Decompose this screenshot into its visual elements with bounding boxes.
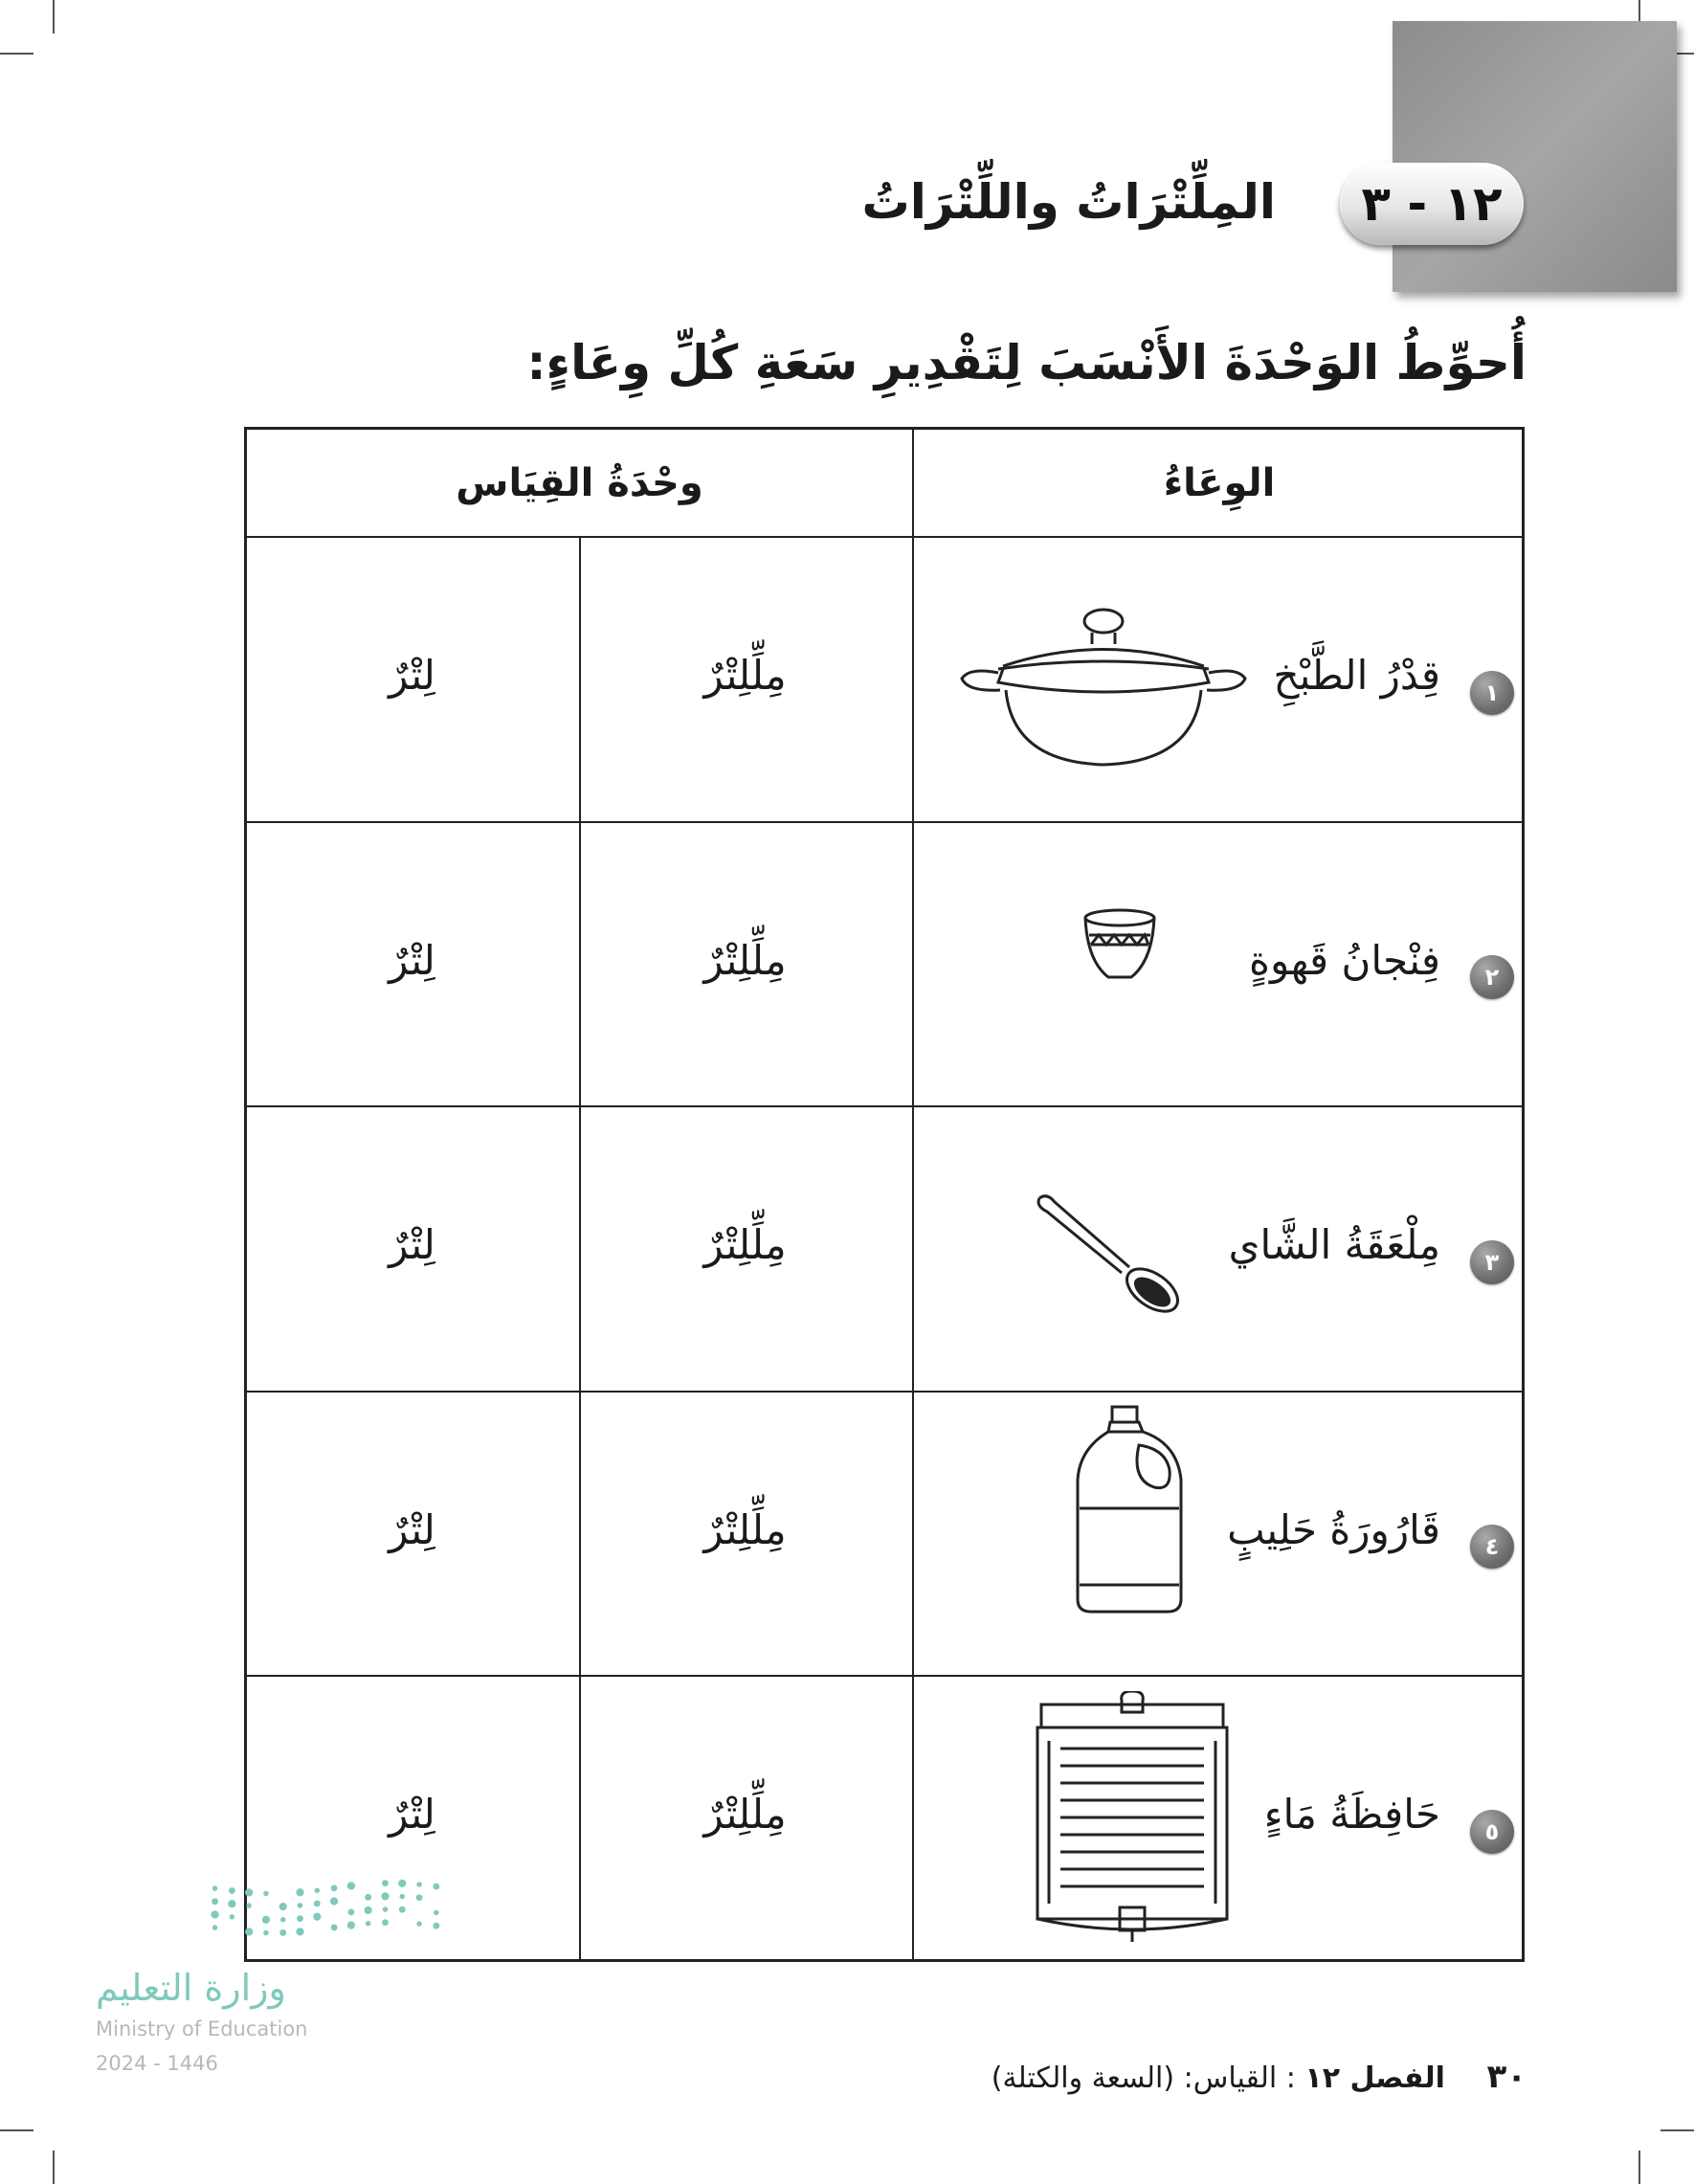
item-number: ٥ bbox=[1470, 1810, 1514, 1854]
item-label: قَارُورَةُ حَلِيبٍ bbox=[1227, 1506, 1440, 1553]
water-tank-icon bbox=[1032, 1691, 1233, 1945]
cooking-pot-icon bbox=[960, 594, 1247, 771]
item-number: ٤ bbox=[1470, 1525, 1514, 1569]
instruction-text: أُحوِّطُ الوَحْدَةَ الأَنْسَبَ لِتَقْدِيرِ سَعَةِ كُلِّ وِعَاءٍ: bbox=[526, 335, 1527, 390]
unit-option-milliliter[interactable]: مِلِّلِتْرٌ bbox=[703, 1506, 787, 1553]
page-footer bbox=[992, 2058, 1527, 2096]
unit-option-liter[interactable]: لِتْرٌ bbox=[389, 652, 435, 699]
item-number: ٢ bbox=[1470, 955, 1514, 999]
item-label: مِلْعَقَةُ الشَّاي bbox=[1228, 1221, 1440, 1268]
units-table bbox=[244, 427, 1525, 1962]
chapter-tab bbox=[1393, 21, 1677, 292]
lesson-title: المِلِّتْرَاتُ واللِّتْرَاتُ bbox=[861, 174, 1276, 230]
item-label: قِدْرُ الطَّبْخِ bbox=[1273, 652, 1440, 699]
unit-option-milliliter[interactable]: مِلِّلِتْرٌ bbox=[703, 1791, 787, 1838]
logo-arabic-text: وزارة التعليم bbox=[96, 1967, 286, 2009]
unit-option-milliliter[interactable]: مِلِّلِتْرٌ bbox=[703, 937, 787, 984]
coffee-cup-icon bbox=[1081, 908, 1158, 985]
page-number: ٣٠ bbox=[1486, 2058, 1527, 2096]
unit-option-liter[interactable]: لِتْرٌ bbox=[389, 1506, 435, 1553]
footer-chapter: الفصل ١٢ bbox=[1304, 2061, 1445, 2095]
unit-option-liter[interactable]: لِتْرٌ bbox=[389, 1791, 435, 1838]
unit-option-liter[interactable]: لِتْرٌ bbox=[389, 1221, 435, 1268]
item-label: حَافِظَةُ مَاءٍ bbox=[1263, 1791, 1440, 1838]
header-container: الوِعَاءُ bbox=[1163, 461, 1276, 505]
unit-option-milliliter[interactable]: مِلِّلِتْرٌ bbox=[703, 652, 787, 699]
header-unit: وحْدَةُ القِيَاس bbox=[456, 461, 703, 505]
item-label: فِنْجانُ قَهوةٍ bbox=[1249, 937, 1440, 984]
lesson-number-badge: ١٢ - ٣ bbox=[1340, 163, 1524, 245]
ministry-logo-icon bbox=[206, 1871, 455, 1948]
logo-english-text: Ministry of Education bbox=[96, 2017, 308, 2040]
item-number: ١ bbox=[1470, 671, 1514, 715]
footer-chapter-title: : القياس: (السعة والكتلة) bbox=[991, 2061, 1296, 2095]
unit-option-liter[interactable]: لِتْرٌ bbox=[389, 937, 435, 984]
unit-option-milliliter[interactable]: مِلِّلِتْرٌ bbox=[703, 1221, 787, 1268]
item-number: ٣ bbox=[1470, 1240, 1514, 1284]
teaspoon-icon bbox=[1034, 1191, 1187, 1315]
milk-jug-icon bbox=[1072, 1403, 1187, 1618]
logo-year-text: 2024 - 1446 bbox=[96, 2052, 218, 2075]
